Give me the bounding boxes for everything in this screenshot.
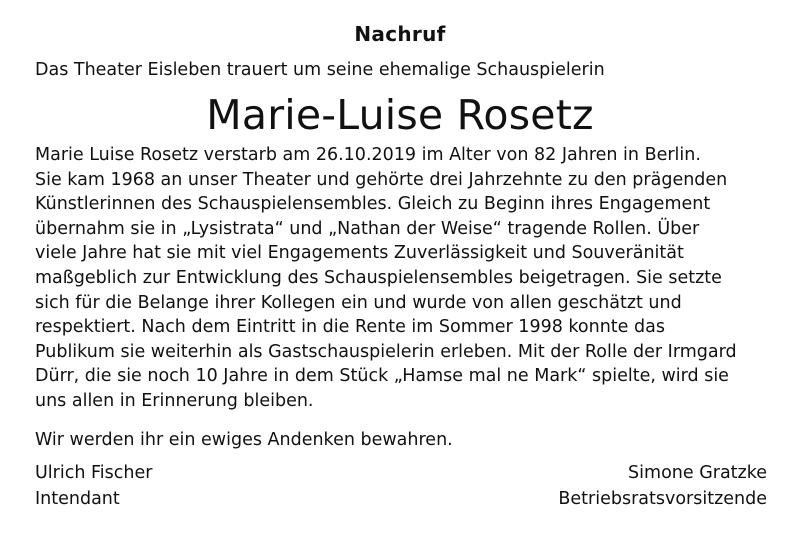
signatory-role: Intendant bbox=[35, 489, 120, 509]
closing-line: Wir werden ihr ein ewiges Andenken bewahren. bbox=[35, 430, 453, 450]
intro-line: Das Theater Eisleben trauert um seine ehemalige Schauspielerin bbox=[35, 60, 605, 80]
body-line: Sie kam 1968 an unser Theater und gehörte drei Jahrzehnte zu den prägenden bbox=[35, 169, 728, 190]
body-line: Künstlerinnen des Schauspielensembles. Gleich zu Beginn ihres Engagement bbox=[35, 194, 711, 215]
body-line: Marie Luise Rosetz verstarb am 26.10.2019 im Alter von 82 Jahren in Berlin. bbox=[35, 145, 701, 165]
body-line: übernahm sie in „Lysistrata“ und „Nathan der Weise“ tragende Rollen. Über bbox=[35, 218, 700, 239]
body-line: sich für die Belange ihrer Kollegen ein und wurde von allen geschätzt und bbox=[35, 292, 682, 313]
body-line: respektiert. Nach dem Eintritt in die Rente im Sommer 1998 konnte das bbox=[35, 317, 665, 338]
deceased-name: Marie-Luise Rosetz bbox=[206, 91, 594, 139]
signatory-right bbox=[558, 460, 767, 512]
body-line: uns allen in Erinnerung bleiben. bbox=[35, 390, 314, 411]
signatory-left bbox=[35, 460, 152, 512]
body-line: Dürr, die sie noch 10 Jahre in dem Stück „Hamse mal ne Mark“ spielte, wird sie bbox=[35, 366, 729, 387]
notice-heading: Nachruf bbox=[354, 22, 446, 46]
body-line: viele Jahre hat sie mit viel Engagements Zuverlässigkeit und Souveränität bbox=[35, 243, 684, 264]
body-line: Publikum sie weiterhin als Gastschauspielerin erleben. Mit der Rolle der Irmgard bbox=[35, 341, 737, 362]
signatory-role: Betriebsratsvorsitzende bbox=[558, 489, 767, 509]
signatory-name: Ulrich Fischer bbox=[35, 463, 153, 483]
obituary-body bbox=[35, 143, 775, 414]
body-line: maßgeblich zur Entwicklung des Schauspielensembles beigetragen. Sie setzte bbox=[35, 267, 722, 288]
signatory-name: Simone Gratzke bbox=[628, 463, 767, 483]
